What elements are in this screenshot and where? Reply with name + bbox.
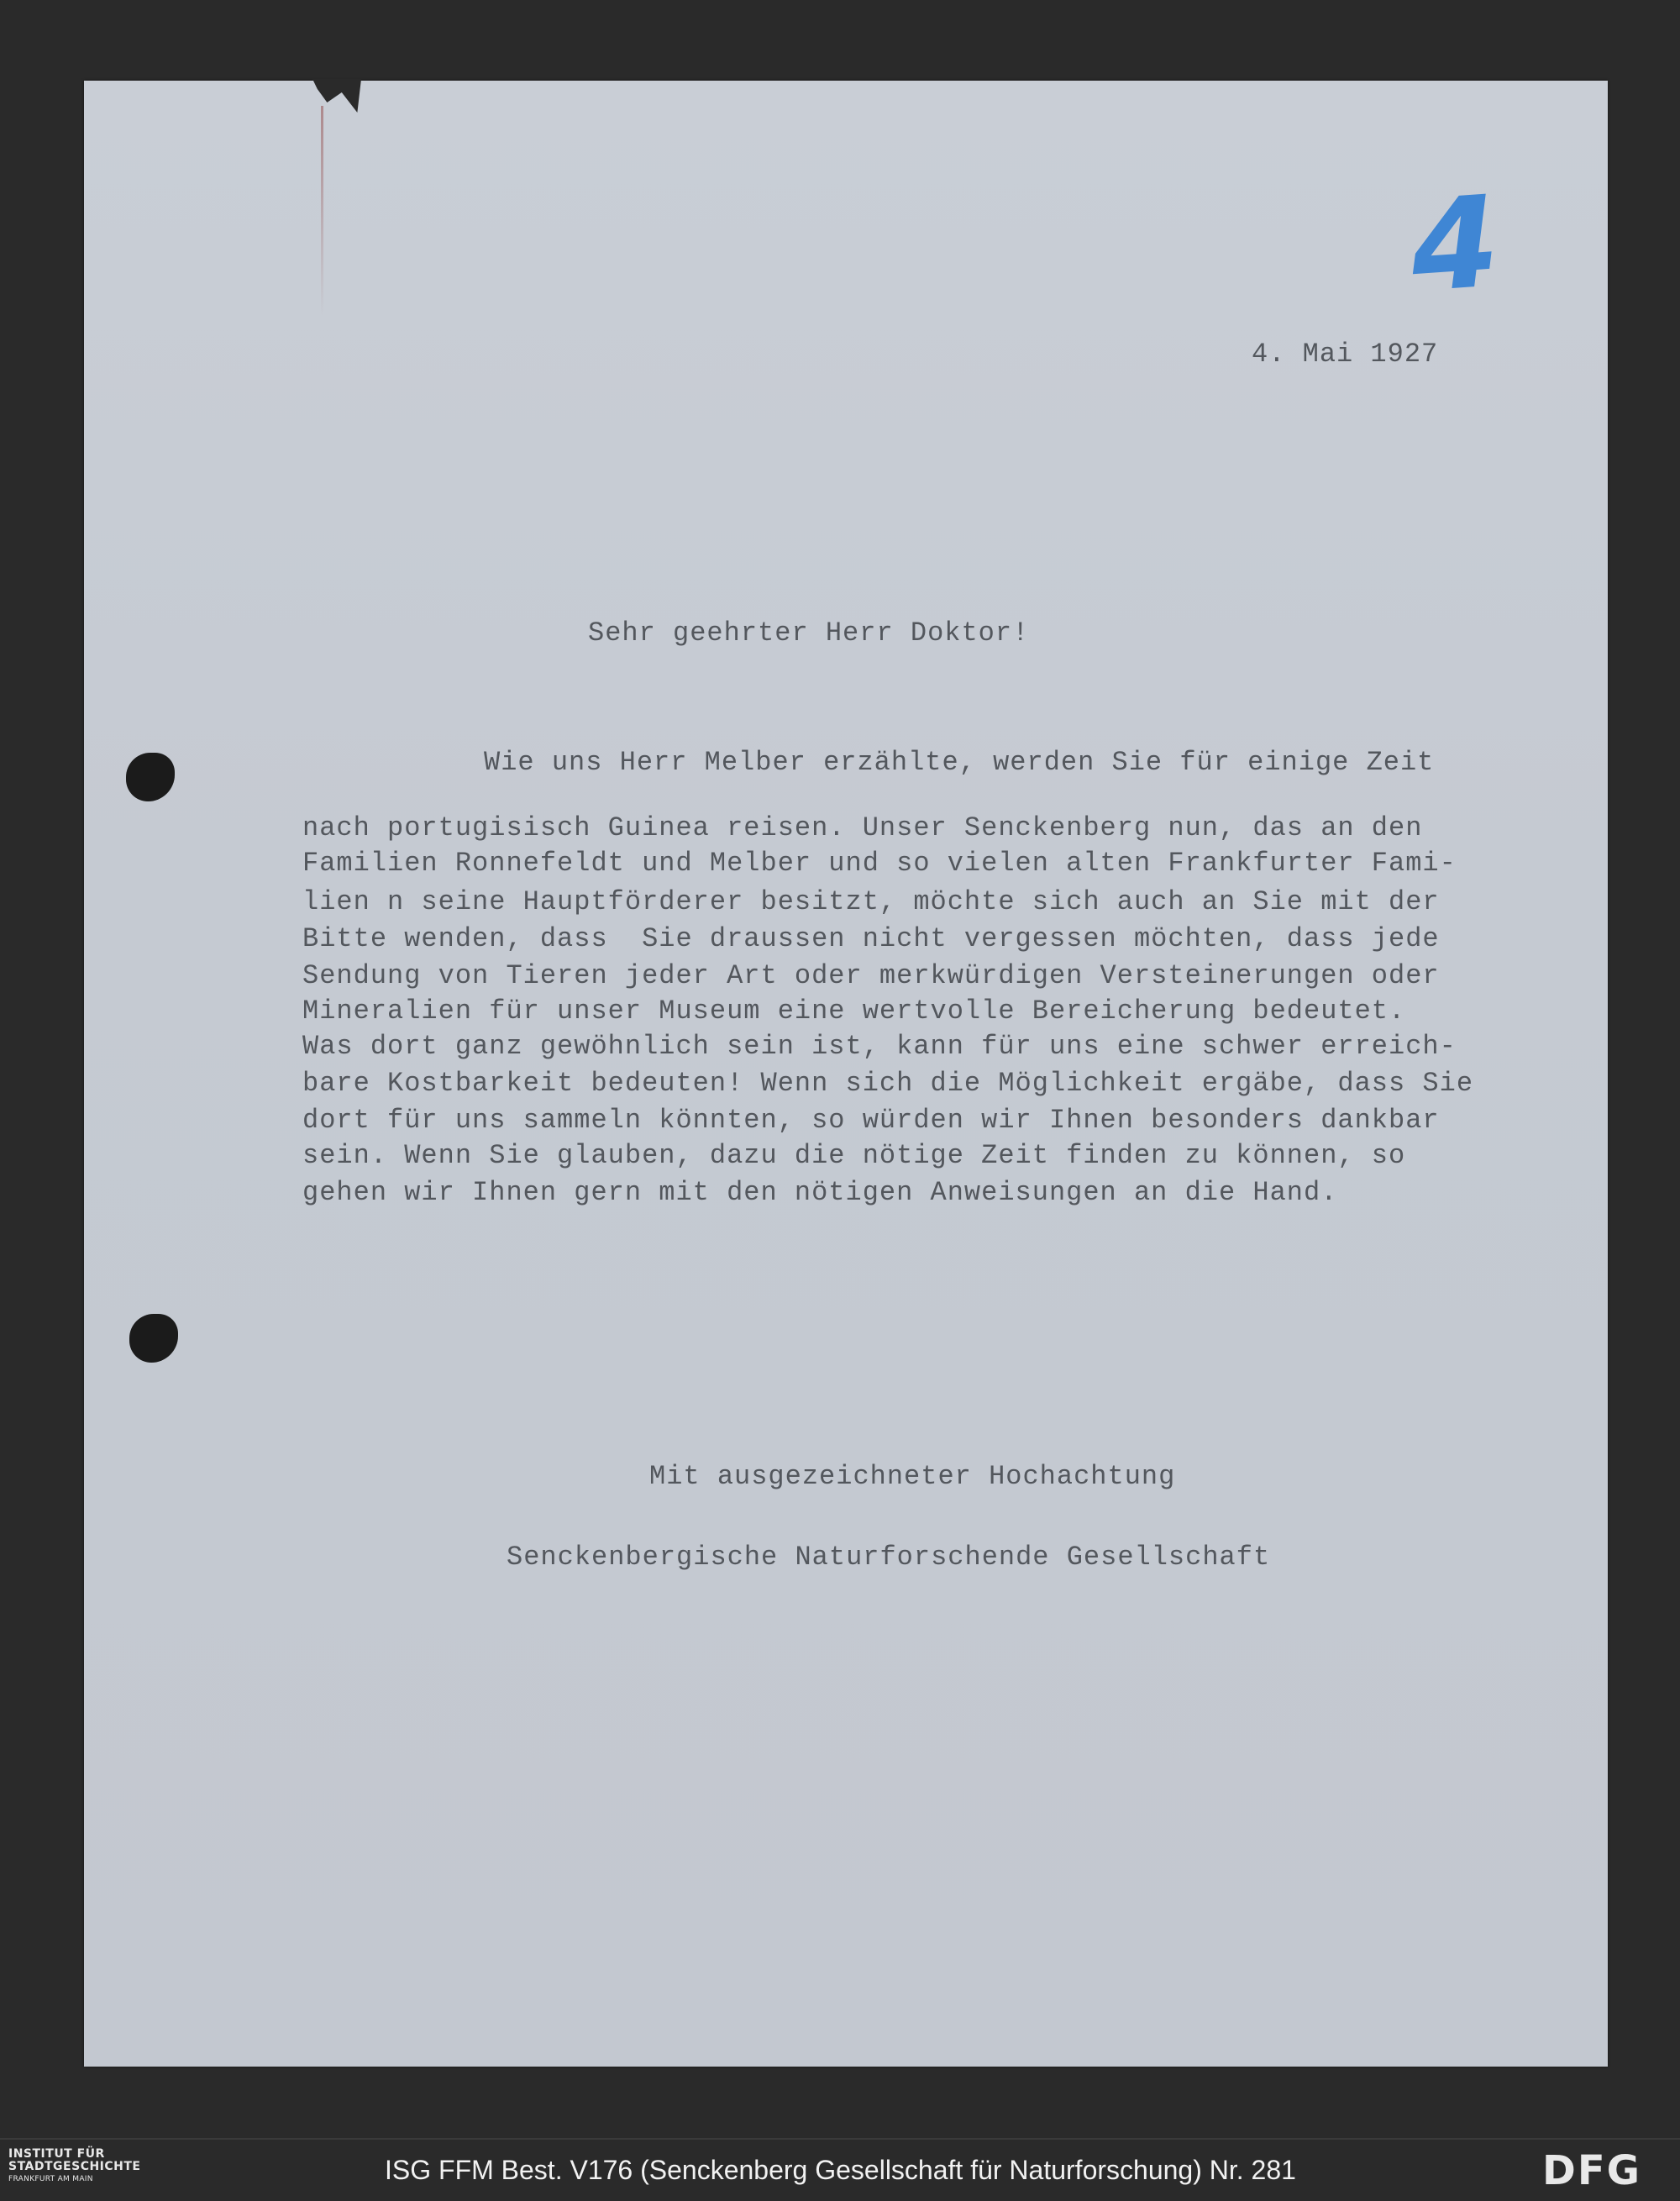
letter-signature: Senckenbergische Naturforschende Gesellschaft [507,1542,1271,1573]
tear-mark [321,106,323,316]
body-line: dort für uns sammeln könnten, so würden wir Ihnen besonders dankbar [302,1105,1440,1136]
dfg-logo: DFG [1542,2147,1642,2194]
body-line: Sendung von Tieren jeder Art oder merkwürdigen Versteinerungen oder [302,960,1440,991]
letter-salutation: Sehr geehrter Herr Doktor! [588,617,1030,649]
institute-logo-line: FRANKFURT AM MAIN [8,2175,93,2183]
punch-hole [126,753,175,801]
body-line: Mineralien für unser Museum eine wertvolle Bereicherung bedeutet. [302,995,1406,1027]
institute-logo-line: INSTITUT FÜR [8,2147,105,2161]
letter-sheet [84,81,1608,2067]
viewer-footer [0,2138,1680,2201]
archive-reference-title: ISG FFM Best. V176 (Senckenberg Gesellschaft für Naturforschung) Nr. 281 [385,2155,1296,2185]
institute-logo [8,2148,141,2186]
punch-hole [129,1314,178,1363]
torn-corner [312,79,361,113]
body-line: nach portugisisch Guinea reisen. Unser Senckenberg nun, das an den [302,812,1423,843]
body-line: gehen wir Ihnen gern mit den nötigen Anweisungen an die Hand. [302,1177,1338,1208]
body-line: Was dort ganz gewöhnlich sein ist, kann für uns eine schwer erreich- [302,1031,1457,1062]
body-line: sein. Wenn Sie glauben, dazu die nötige Zeit finden zu können, so [302,1140,1406,1171]
handwritten-page-number: 4 [1405,169,1504,322]
institute-logo-line: STADTGESCHICHTE [8,2160,141,2173]
letter-date: 4. Mai 1927 [1252,339,1439,370]
body-line: lien n seine Hauptförderer besitzt, möchte sich auch an Sie mit der [302,886,1440,917]
body-line: Wie uns Herr Melber erzählte, werden Sie für einige Zeit [484,747,1435,778]
body-line: bare Kostbarkeit bedeuten! Wenn sich die Möglichkeit ergäbe, dass Sie [302,1068,1474,1099]
body-line: Bitte wenden, dass Sie draussen nicht vergessen möchten, dass jede [302,923,1440,954]
body-line: Familien Ronnefeldt und Melber und so vielen alten Frankfurter Fami- [302,848,1457,879]
letter-closing: Mit ausgezeichneter Hochachtung [649,1461,1176,1492]
